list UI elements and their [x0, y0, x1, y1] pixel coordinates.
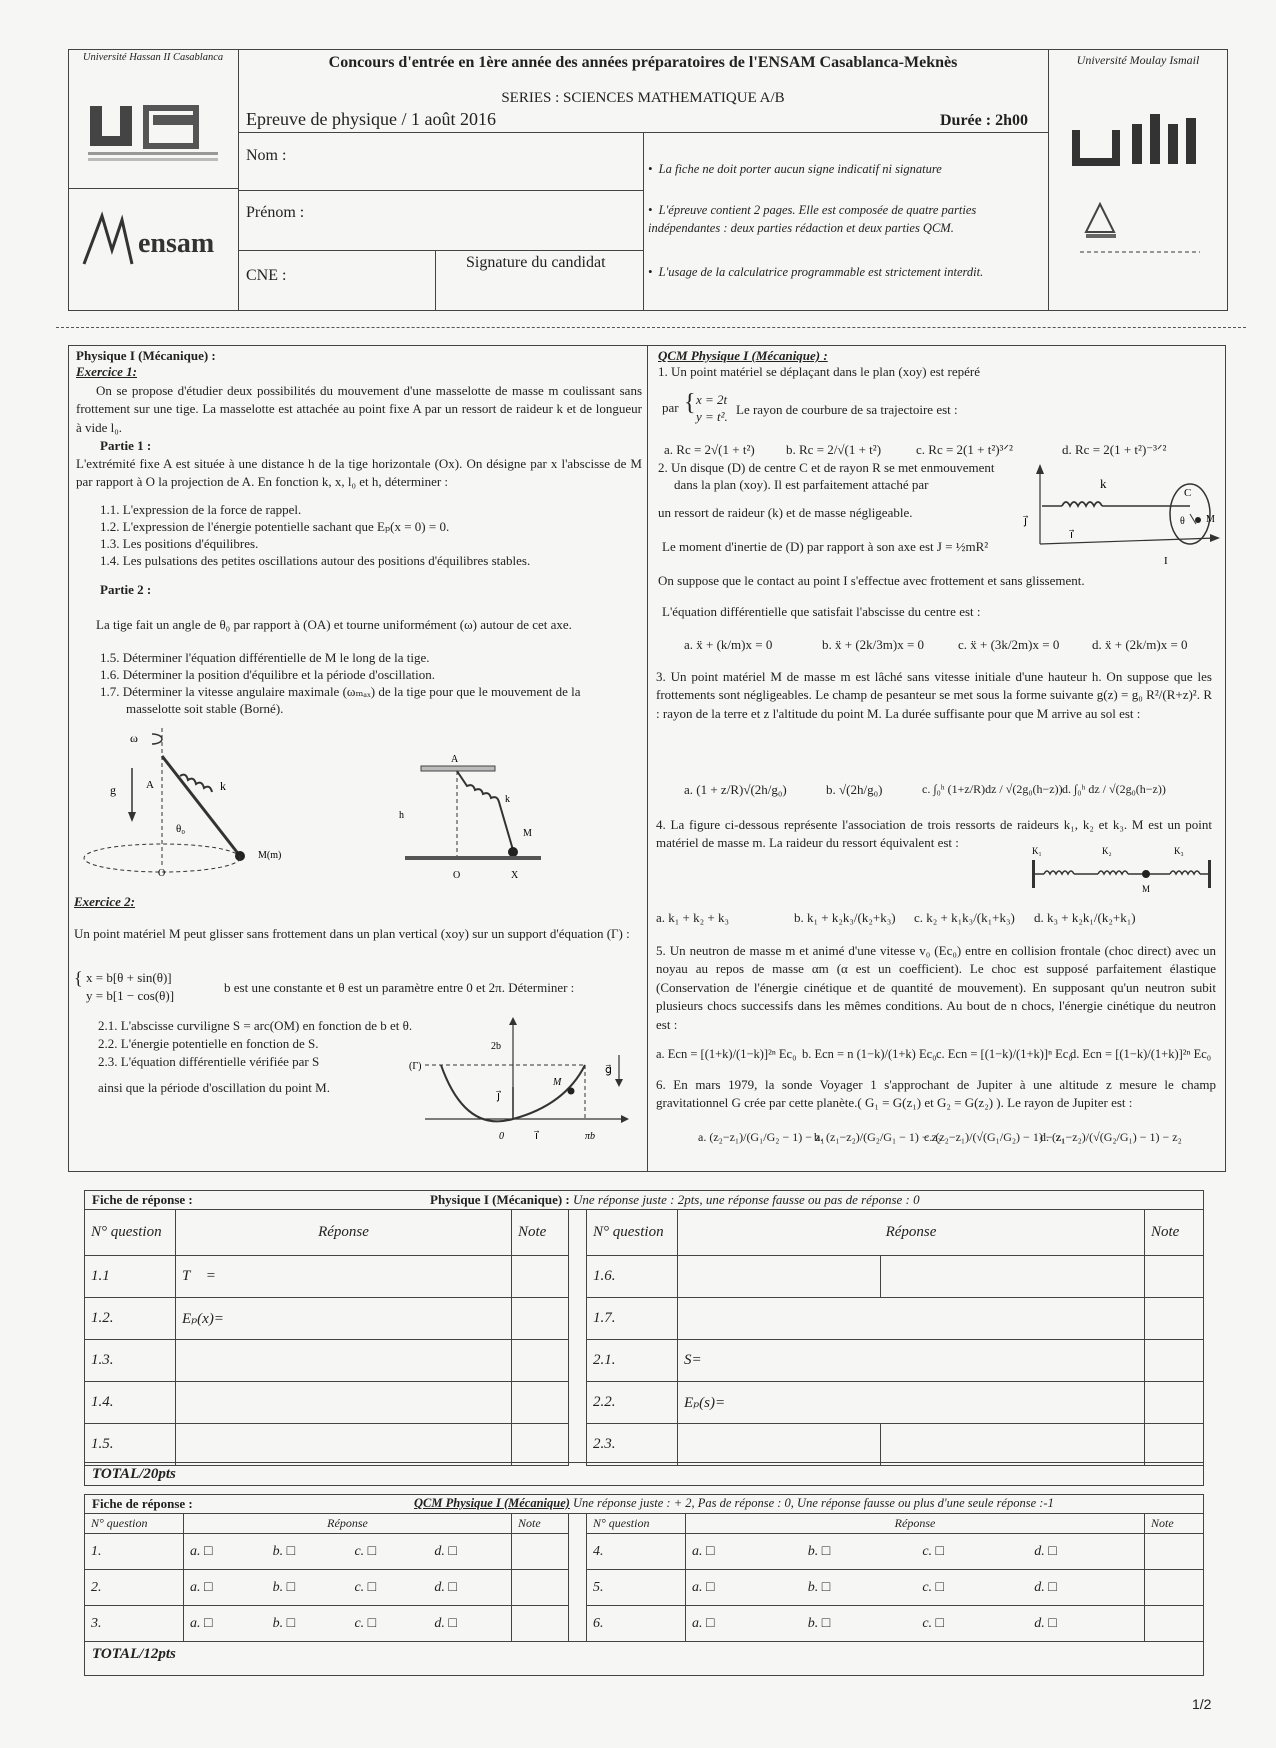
- qcm-q2e: On suppose que le contact au point I s'effectue avec frottement et sans glissement.: [658, 573, 1085, 588]
- fiche2-total: TOTAL/12pts: [92, 1646, 176, 1662]
- fig3-2b: 2b: [491, 1041, 501, 1052]
- fig3-j: j⃗: [497, 1090, 501, 1102]
- divider: [238, 190, 643, 191]
- row-q: 1.1: [85, 1256, 176, 1298]
- option-a[interactable]: a. □: [686, 1570, 802, 1606]
- ex1-intro: On se propose d'étudier deux possibilités du mouvement d'une masselotte de masse m coulissant sans frottement sur une tige. La masselotte est attachée au point fixe A par un ressort de raideur k et de longueur à vide l₀.: [76, 383, 642, 435]
- note-cell: [512, 1298, 569, 1340]
- fig-disk-k: k: [1100, 476, 1107, 491]
- q5-opt-a: a. Ecn = [(1+k)/(1−k)]²ⁿ Ec₀: [656, 1047, 797, 1061]
- row-q: 3.: [85, 1606, 184, 1642]
- fig1-a: A: [146, 779, 154, 791]
- option-d[interactable]: d. □: [1028, 1534, 1144, 1570]
- q-1-3: 1.3. Les positions d'équilibres.: [100, 536, 259, 551]
- fig-springs-m: M: [1142, 884, 1151, 894]
- q4-opt-a: a. k₁ + k₂ + k₃: [656, 910, 730, 925]
- fiche1-title: [430, 1192, 920, 1208]
- fig1-omega: ω: [130, 731, 138, 745]
- q6-opt-a: a. (z₂−z₁)/(G₁/G₂ − 1) − z₁: [698, 1130, 825, 1144]
- fig1-g: g: [110, 783, 116, 797]
- row-q: 1.3.: [85, 1340, 176, 1382]
- row-q: 2.2.: [587, 1382, 678, 1424]
- partie1: Partie 1 :: [100, 438, 152, 453]
- col-q: N° question: [587, 1210, 678, 1256]
- nom-field[interactable]: Nom :: [246, 147, 287, 164]
- q4-opt-b: b. k₁ + k₂k₃/(k₂+k₃): [794, 910, 896, 925]
- left-heading: Physique I (Mécanique) :: [76, 348, 216, 363]
- q2-opt-d: d. ẍ + (2k/m)x = 0: [1092, 637, 1188, 652]
- uh2-logo: [84, 100, 224, 170]
- divider: [643, 132, 644, 311]
- qcm-q5: 5. Un neutron de masse m et animé d'une vitesse v₀ (Ec₀) entre en collision frontale (choc direct) avec un noyau au repos de masse αm (α est un coefficient). Le choc est supposé parfaitement élastique (Conservation de l'énergie cinétique et de quantité de mouvement). En supposant qu'un neutron subit plusieurs chocs successifs dans les mêmes conditions. Au bout de n chocs, l'énergie cinétique du neutron est :: [656, 943, 1216, 1032]
- exam-title: Concours d'entrée en 1ère année des années préparatoires de l'ENSAM Casablanca-Meknès: [328, 54, 958, 71]
- umi-logo: [1070, 110, 1210, 170]
- q-1-1: 1.1. L'expression de la force de rappel.: [100, 502, 302, 517]
- option-a[interactable]: a. □: [686, 1534, 802, 1570]
- note-cell: [1145, 1340, 1204, 1382]
- q-2-3-cont: ainsi que la période d'oscillation du point M.: [98, 1080, 330, 1095]
- col-rep: Réponse: [184, 1514, 512, 1534]
- answer-cell[interactable]: Eₚ(x)=: [176, 1298, 512, 1340]
- fig2-h: h: [399, 810, 404, 821]
- fig-disk-j: j⃗: [1024, 515, 1028, 527]
- partie2-text: La tige fait un angle de θ₀ par rapport à (OA) et tourne uniformément (ω) autour de cet axe.: [96, 617, 572, 632]
- note-cell: [1145, 1534, 1204, 1570]
- fig-springs-k1: K₁: [1032, 846, 1042, 856]
- answer-cell[interactable]: [678, 1298, 1145, 1340]
- option-b[interactable]: b. □: [267, 1570, 349, 1606]
- option-c[interactable]: c. □: [916, 1606, 1028, 1642]
- row-q: 1.6.: [587, 1256, 678, 1298]
- divider: [238, 250, 643, 251]
- fig2-o: O: [453, 870, 461, 881]
- option-d[interactable]: d. □: [1028, 1570, 1144, 1606]
- option-b[interactable]: b. □: [267, 1606, 349, 1642]
- option-b[interactable]: b. □: [267, 1534, 349, 1570]
- fiche2-table-left: [84, 1513, 569, 1642]
- row-q: 1.7.: [587, 1298, 678, 1340]
- option-b[interactable]: b. □: [802, 1570, 917, 1606]
- option-c[interactable]: c. □: [348, 1570, 428, 1606]
- instruction-3-text: L'usage de la calculatrice programmable est strictement interdit.: [658, 265, 984, 279]
- fig-cycloid: [405, 1015, 640, 1145]
- partie2: Partie 2 :: [100, 582, 152, 597]
- answer-cell[interactable]: [176, 1382, 512, 1424]
- q3-opt-b: b. √(2h/g₀): [826, 782, 883, 797]
- fig3-i: i⃗: [535, 1130, 539, 1142]
- fig1-o: O: [158, 868, 166, 879]
- qcm-q4: 4. La figure ci-dessous représente l'association de trois ressorts de raideurs k₁, k₂ et k₃. M est un point matériel de masse m. La raideur du ressort équivalent est :: [656, 817, 1212, 851]
- row-q: 5.: [587, 1570, 686, 1606]
- instruction-1: • La fiche ne doit porter aucun signe indicatif ni signature: [648, 162, 942, 176]
- univ-left: Université Hassan II Casablanca: [82, 52, 224, 63]
- q6-opt-b: b. (z₁−z₂)/(G₂/G₁ − 1) − z₂: [814, 1130, 942, 1144]
- ensam-logo-text: ensam: [138, 228, 215, 259]
- qcm-q3: 3. Un point matériel M de masse m est lâché sans vitesse initiale d'une hauteur h. On suppose que les frottements sont négligeables. Le champ de pesanteur se met sous la forme suivante g(z) = g₀ R²/(R+z)². R : rayon de la terre et z l'altitude du point M. La durée suffisante pour que M arrive au sol est :: [656, 669, 1212, 721]
- q5-opt-d: d. Ecn = [(1−k)/(1+k)]²ⁿ Ec₀: [1070, 1047, 1212, 1061]
- divider: [1048, 49, 1049, 311]
- option-a[interactable]: a. □: [184, 1606, 267, 1642]
- answer-cell[interactable]: Eₚ(s)=: [678, 1382, 1145, 1424]
- fig2-k: k: [505, 794, 510, 805]
- fiche2-title-bold: QCM Physique I (Mécanique): [414, 1496, 570, 1510]
- fig2-m: M: [523, 828, 532, 839]
- note-cell: [512, 1534, 569, 1570]
- qcm-q1-sys1: x = 2t: [696, 392, 728, 407]
- col-note: Note: [512, 1514, 569, 1534]
- fig2-a: A: [451, 754, 459, 765]
- q4-opt-c: c. k₂ + k₁k₃/(k₁+k₃): [914, 910, 1015, 925]
- partie1-text: L'extrémité fixe A est située à une distance h de la tige horizontale (Ox). On désigne par x l'abscisse de M par rapport à O la projection de A. En fonction k, x, l₀ et h, déterminer :: [76, 456, 642, 490]
- prenom-field[interactable]: Prénom :: [246, 204, 305, 221]
- note-cell: [512, 1424, 569, 1466]
- answer-cell[interactable]: [678, 1256, 881, 1298]
- row-q: 1.5.: [85, 1424, 176, 1466]
- signature-field[interactable]: Signature du candidat: [466, 254, 606, 271]
- fig-disk-c: C: [1184, 487, 1192, 499]
- answer-cell[interactable]: [176, 1340, 512, 1382]
- answer-cell[interactable]: [176, 1424, 512, 1466]
- qcm-q2d: Le moment d'inertie de (D) par rapport à son axe est J = ½mR²: [662, 539, 989, 554]
- q6-opt-c: c. (z₂−z₁)/(√(G₁/G₂) − 1) − z₁: [924, 1130, 1066, 1144]
- qcm-q2a: 2. Un disque (D) de centre C et de rayon R se met enmouvement: [658, 460, 995, 475]
- q5-opt-c: c. Ecn = [(1−k)/(1+k)]ⁿ Ec₀: [936, 1047, 1073, 1061]
- fiche2-title: [414, 1496, 1054, 1512]
- brace: {: [684, 390, 696, 416]
- instruction-2: • L'épreuve contient 2 pages. Elle est composée de quatre parties indépendantes : deux parties rédaction et deux parties QCM.: [648, 203, 977, 236]
- col-note: Note: [512, 1210, 569, 1256]
- fig3-o: 0: [499, 1131, 504, 1142]
- answer-cell[interactable]: [881, 1256, 1145, 1298]
- fig1-theta: θ₀: [176, 823, 186, 835]
- cut-line: [56, 327, 1246, 328]
- fig3-pib: πb: [585, 1131, 596, 1142]
- row-q: 6.: [587, 1606, 686, 1642]
- epreuve: Epreuve de physique / 1 août 2016: [246, 109, 496, 129]
- fiche2-title-ital: Une réponse juste : + 2, Pas de réponse : 0, Une réponse fausse ou plus d'une seule réponse :-1: [569, 1496, 1054, 1510]
- qcm-q6: 6. En mars 1979, la sonde Voyager 1 s'approchant de Jupiter à une altitude z mesure le champ gravitationnel G crée par cette planète.( G₁ = G(z₁) et G₂ = G(z₂) ). Le rayon de Jupiter est :: [656, 1077, 1216, 1111]
- divider: [435, 250, 436, 311]
- ex2-title: Exercice 2:: [74, 894, 136, 909]
- q6-opt-d: d. (z₁−z₂)/(√(G₂/G₁) − 1) − z₂: [1040, 1130, 1182, 1144]
- ex1-title: Exercice 1:: [76, 364, 138, 379]
- eq-x: x = b[θ + sin(θ)]: [86, 970, 172, 985]
- univ-right: Université Moulay Ismail: [1076, 53, 1200, 67]
- note-cell: [1145, 1570, 1204, 1606]
- answer-cell[interactable]: [678, 1424, 881, 1466]
- qcm-q1-text: Le rayon de courbure de sa trajectoire est :: [736, 402, 958, 417]
- col-q: N° question: [587, 1514, 686, 1534]
- ex2-intro: Un point matériel M peut glisser sans frottement dans un plan vertical (xoy) sur un support d'équation (Γ) :: [74, 926, 630, 941]
- fiche2-table-right: [586, 1513, 1204, 1642]
- fiche1-total: TOTAL/20pts: [92, 1466, 176, 1482]
- fig2-x: X: [511, 870, 519, 881]
- q-2-2: 2.2. L'énergie potentielle en fonction de S.: [98, 1036, 319, 1051]
- qcm-q1-par: par: [662, 400, 679, 415]
- q3-opt-d: d. ∫₀ʰ dz / √(2g₀(h−z)): [1062, 782, 1166, 796]
- fiche2-label: Fiche de réponse :: [92, 1496, 193, 1511]
- series: SERIES : SCIENCES MATHEMATIQUE A/B: [501, 90, 785, 106]
- cne-field[interactable]: CNE :: [246, 267, 287, 284]
- emblem-logo: [1070, 198, 1210, 258]
- fiche1-table-left: [84, 1209, 569, 1466]
- q3-opt-a: a. (1 + z/R)√(2h/g₀): [684, 782, 787, 797]
- fiche1-title-bold: Physique I (Mécanique) :: [430, 1192, 570, 1207]
- note-cell: [1145, 1382, 1204, 1424]
- option-a[interactable]: a. □: [686, 1606, 802, 1642]
- page-number: 1/2: [1192, 1696, 1212, 1712]
- q-1-7: 1.7. Déterminer la vitesse angulaire maximale (ωₘₐₓ) de la tige pour que le mouvement de la: [100, 684, 581, 699]
- qcm-q2b: dans la plan (xoy). Il est parfaitement attaché par: [674, 477, 929, 492]
- option-c[interactable]: c. □: [916, 1570, 1028, 1606]
- option-c[interactable]: c. □: [348, 1606, 428, 1642]
- row-q: 1.: [85, 1534, 184, 1570]
- q1-opt-b: b. Rc = 2/√(1 + t²): [786, 442, 882, 457]
- q-2-1: 2.1. L'abscisse curviligne S = arc(OM) en fonction de b et θ.: [98, 1018, 413, 1033]
- eq-y: y = b[1 − cos(θ)]: [86, 988, 175, 1003]
- option-c[interactable]: c. □: [916, 1534, 1028, 1570]
- q-1-5: 1.5. Déterminer l'équation différentielle de M le long de la tige.: [100, 650, 430, 665]
- q2-opt-a: a. ẍ + (k/m)x = 0: [684, 637, 773, 652]
- divider: [84, 1462, 1204, 1463]
- q1-opt-d: d. Rc = 2(1 + t²)⁻³ᐟ²: [1062, 442, 1167, 457]
- fiche1-table-right: [586, 1209, 1204, 1466]
- ensam-logo: [80, 210, 230, 270]
- eq-text: b est une constante et θ est un paramètre entre 0 et 2π. Déterminer :: [224, 980, 575, 995]
- divider: [84, 1641, 1204, 1642]
- fig3-m: M: [553, 1077, 562, 1088]
- q3-opt-c: c. ∫₀ʰ (1+z/R)dz / √(2g₀(h−z)): [922, 782, 1063, 796]
- fig-disk-i: i⃗: [1070, 529, 1074, 541]
- fig-springs-k2: K₂: [1102, 846, 1112, 856]
- option-d[interactable]: d. □: [1028, 1606, 1144, 1642]
- option-d[interactable]: d. □: [428, 1606, 511, 1642]
- note-cell: [512, 1256, 569, 1298]
- qcm-q2f: L'équation différentielle que satisfait l'abscisse du centre est :: [662, 604, 981, 619]
- fig-disk: [1020, 462, 1220, 572]
- column-divider: [647, 345, 648, 1172]
- instruction-1-text: La fiche ne doit porter aucun signe indicatif ni signature: [658, 162, 942, 176]
- col-note: Note: [1145, 1210, 1204, 1256]
- q-1-7-cont: masselotte soit stable (Borné).: [126, 701, 284, 716]
- option-b[interactable]: b. □: [802, 1606, 917, 1642]
- instruction-3: • L'usage de la calculatrice programmable est strictement interdit.: [648, 265, 984, 279]
- fig1-m: M(m): [258, 850, 282, 861]
- qcm-heading: QCM Physique I (Mécanique) :: [658, 348, 828, 363]
- fig-disk-m: M: [1206, 514, 1215, 525]
- row-q: 1.2.: [85, 1298, 176, 1340]
- fig-rotating-rod: [80, 728, 310, 888]
- note-cell: [1145, 1606, 1204, 1642]
- answer-cell[interactable]: [881, 1424, 1145, 1466]
- note-cell: [512, 1570, 569, 1606]
- q5-opt-b: b. Ecn = n (1−k)/(1+k) Ec₀: [802, 1047, 937, 1061]
- row-q: 2.: [85, 1570, 184, 1606]
- fig-disk-I: I: [1164, 555, 1168, 567]
- note-cell: [512, 1340, 569, 1382]
- fig3-gamma: (Γ): [409, 1061, 422, 1072]
- fig-horizontal-rod: [395, 752, 545, 882]
- note-cell: [1145, 1424, 1204, 1466]
- option-d[interactable]: d. □: [428, 1570, 511, 1606]
- q-1-2: 1.2. L'expression de l'énergie potentielle sachant que Eₚ(x = 0) = 0.: [100, 519, 450, 534]
- col-rep: Réponse: [176, 1210, 512, 1256]
- fig3-g: g⃗: [605, 1064, 612, 1076]
- option-b[interactable]: b. □: [802, 1534, 917, 1570]
- qcm-q1-sys2: y = t².: [696, 409, 728, 424]
- q2-opt-b: b. ẍ + (2k/3m)x = 0: [822, 637, 925, 652]
- option-c[interactable]: c. □: [348, 1534, 428, 1570]
- row-q: 2.1.: [587, 1340, 678, 1382]
- q-1-4: 1.4. Les pulsations des petites oscillations autour des positions d'équilibres stables.: [100, 553, 531, 568]
- fig-springs: [1030, 846, 1220, 896]
- fig1-k: k: [220, 779, 226, 793]
- answer-cell[interactable]: T⃗ =: [176, 1256, 512, 1298]
- row-q: 1.4.: [85, 1382, 176, 1424]
- fiche1-title-ital: Une réponse juste : 2pts, une réponse fausse ou pas de réponse : 0: [569, 1192, 920, 1207]
- q4-opt-d: d. k₃ + k₂k₁/(k₂+k₁): [1034, 910, 1136, 925]
- option-a[interactable]: a. □: [184, 1534, 267, 1570]
- col-rep: Réponse: [678, 1210, 1145, 1256]
- fig-springs-k3: K₃: [1174, 846, 1184, 856]
- note-cell: [1145, 1298, 1204, 1340]
- duree: Durée : 2h00: [940, 112, 1028, 129]
- col-note: Note: [1145, 1514, 1204, 1534]
- row-q: 2.3.: [587, 1424, 678, 1466]
- q1-opt-a: a. Rc = 2√(1 + t²): [664, 442, 755, 457]
- qcm-q2c: un ressort de raideur (k) et de masse négligeable.: [658, 505, 913, 520]
- fiche1-label: Fiche de réponse :: [92, 1192, 193, 1207]
- instruction-2-text: L'épreuve contient 2 pages. Elle est composée de quatre parties indépendantes : deux parties rédaction et deux parties QCM.: [648, 203, 977, 236]
- note-cell: [1145, 1256, 1204, 1298]
- option-d[interactable]: d. □: [428, 1534, 511, 1570]
- divider: [68, 188, 238, 189]
- row-q: 4.: [587, 1534, 686, 1570]
- note-cell: [512, 1382, 569, 1424]
- col-rep: Réponse: [686, 1514, 1145, 1534]
- brace: {: [74, 968, 83, 988]
- q1-opt-c: c. Rc = 2(1 + t²)³ᐟ²: [916, 442, 1013, 457]
- fig-disk-theta: θ: [1180, 516, 1185, 527]
- q-2-3: 2.3. L'équation différentielle vérifiée par S: [98, 1054, 320, 1069]
- note-cell: [512, 1606, 569, 1642]
- col-q: N° question: [85, 1210, 176, 1256]
- q-1-6: 1.6. Déterminer la position d'équilibre et la période d'oscillation.: [100, 667, 436, 682]
- qcm-q1: 1. Un point matériel se déplaçant dans le plan (xoy) est repéré: [658, 364, 980, 379]
- col-q: N° question: [85, 1514, 184, 1534]
- answer-cell[interactable]: S=: [678, 1340, 1145, 1382]
- q2-opt-c: c. ẍ + (3k/2m)x = 0: [958, 637, 1060, 652]
- option-a[interactable]: a. □: [184, 1570, 267, 1606]
